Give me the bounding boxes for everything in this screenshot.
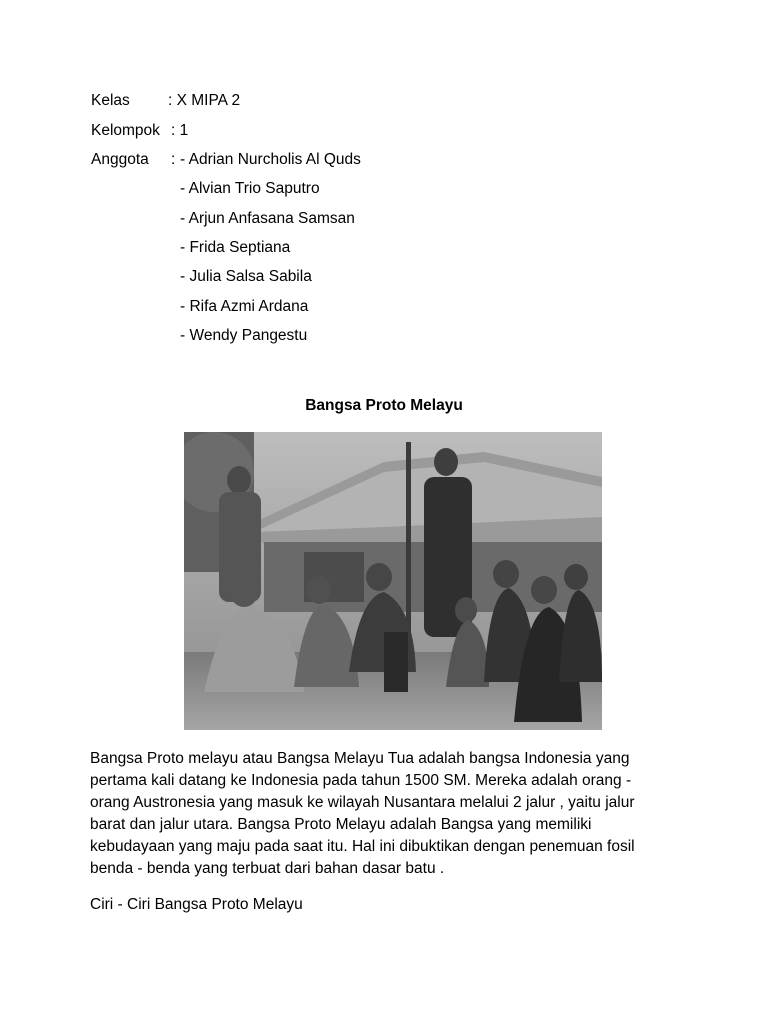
member-item: - Adrian Nurcholis Al Quds [180, 151, 361, 168]
section-title: Bangsa Proto Melayu [305, 397, 463, 414]
group-portrait-image [184, 432, 602, 730]
member-item: - Arjun Anfasana Samsan [180, 210, 355, 227]
member-item: - Frida Septiana [180, 239, 291, 256]
ciri-heading: Ciri - Ciri Bangsa Proto Melayu [90, 896, 303, 913]
member-item: - Julia Salsa Sabila [180, 268, 312, 285]
kelas-label: Kelas [91, 92, 130, 109]
body-paragraph: Bangsa Proto melayu atau Bangsa Melayu Tua adalah bangsa Indonesia yang pertama kali datang ke Indonesia pada tahun 1500 SM. Mereka adalah orang - orang Austronesia yang masuk ke wilayah Nusantara melalui 2 jalur , yaitu jalur barat dan jalur utara. Bangsa Proto Melayu adalah Bangsa yang memiliki kebudayaan yang maju pada saat itu. Hal ini dibuktikan dengan penemuan fosil benda - benda yang terbuat dari bahan dasar batu . [90, 750, 635, 877]
anggota-label: Anggota [91, 151, 149, 168]
member-item: - Alvian Trio Saputro [180, 180, 320, 197]
kelompok-value: : 1 [171, 122, 189, 139]
kelompok-label: Kelompok [91, 122, 160, 139]
anggota-colon: : [171, 151, 176, 168]
kelas-value: : X MIPA 2 [168, 92, 241, 109]
historical-photo [184, 432, 602, 730]
member-item: - Rifa Azmi Ardana [180, 298, 309, 315]
member-item: - Wendy Pangestu [180, 327, 308, 344]
